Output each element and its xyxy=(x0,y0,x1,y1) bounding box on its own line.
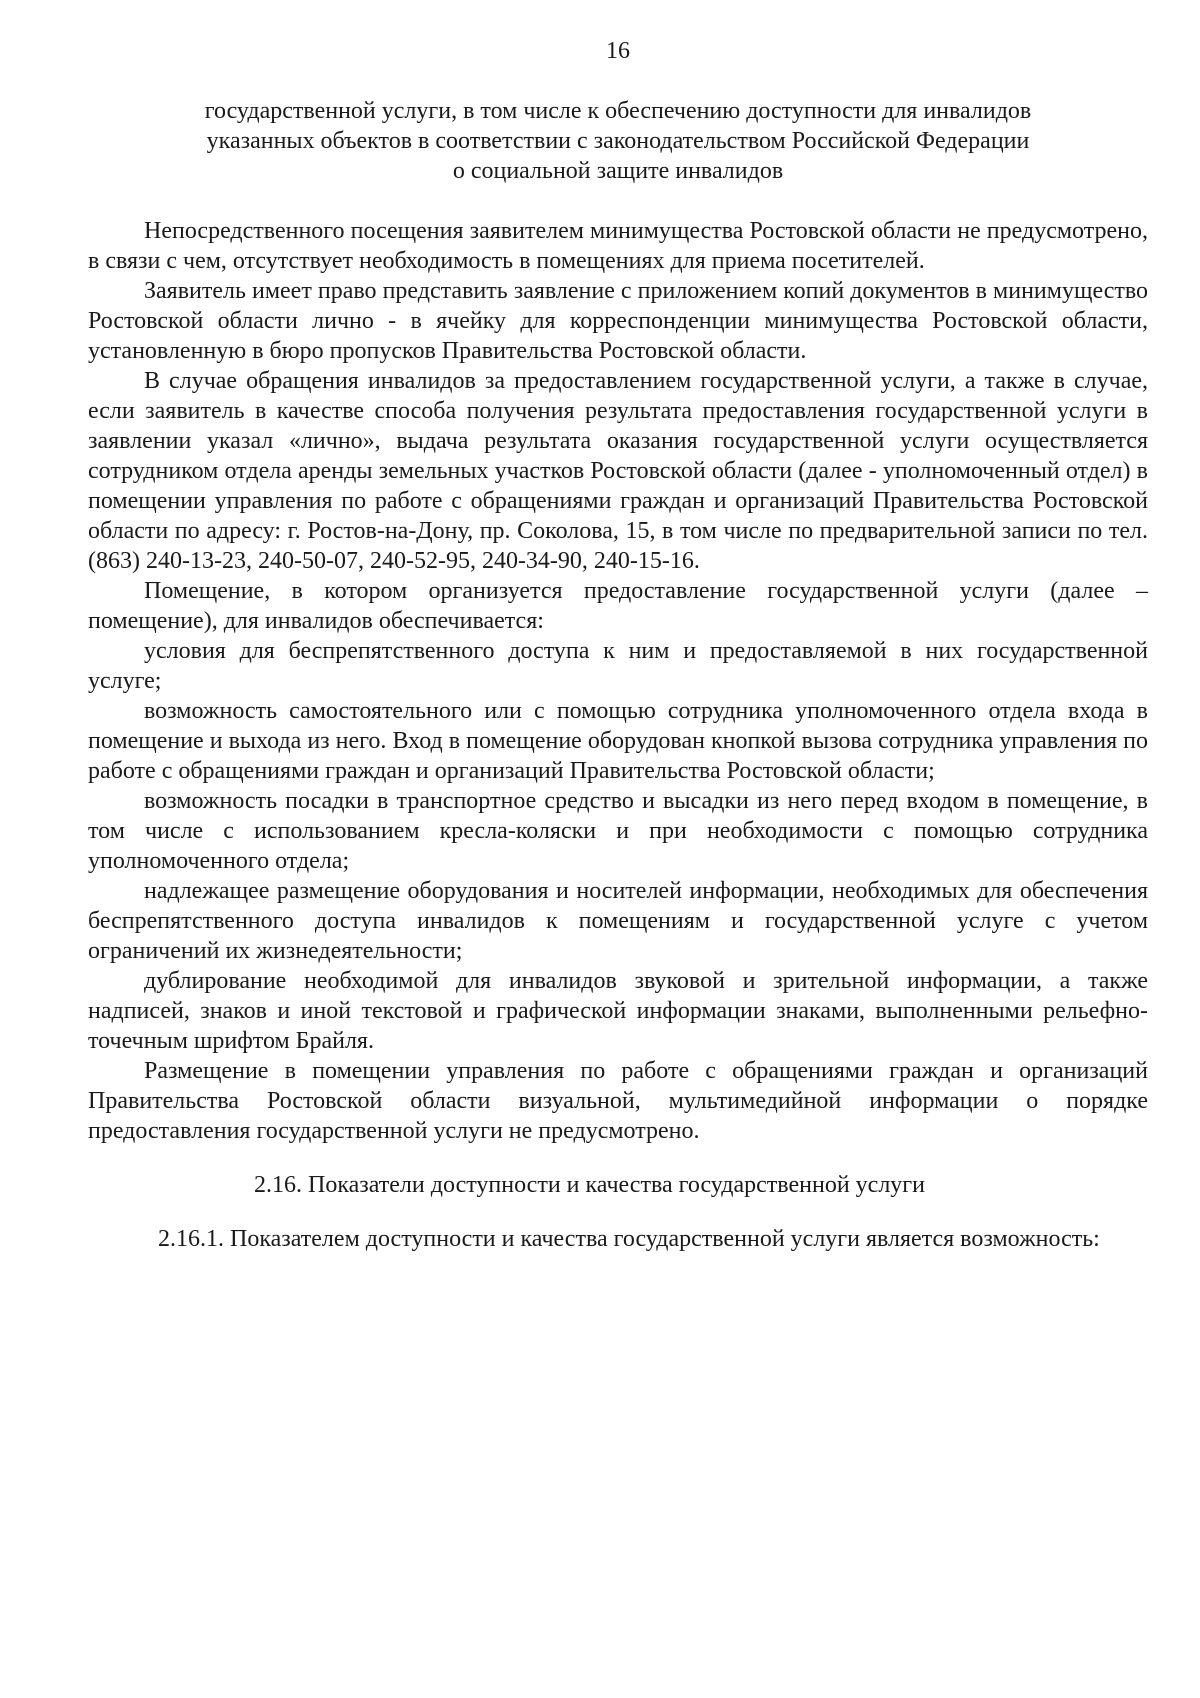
paragraph-submission: Заявитель имеет право представить заявление с приложением копий документов в минимущество Ростовской области лично - в ячейку для корреспонденции минимущества Ростовской области, установленную в бюро пропусков Правительства Ростовской области. xyxy=(88,278,1148,364)
section-heading-continuation xyxy=(88,96,1148,186)
page-number: 16 xyxy=(606,38,630,64)
heading-line: указанных объектов в соответствии с законодательством Российской Федерации xyxy=(206,128,1030,154)
paragraph-premises: Помещение, в котором организуется предоставление государственной услуги (далее – помещение), для инвалидов обеспечивается: xyxy=(88,578,1148,634)
heading-line: государственной услуги, в том числе к обеспечению доступности для инвалидов xyxy=(204,98,1032,124)
paragraph-entry-exit: возможность самостоятельного или с помощью сотрудника уполномоченного отдела входа в помещение и выхода из него. Вход в помещение оборудован кнопкой вызова сотрудника управления по работе с обращениями граждан и организаций Правительства Ростовской области; xyxy=(88,698,1148,784)
heading-line: о социальной защите инвалидов xyxy=(452,158,784,184)
paragraph-multimedia: Размещение в помещении управления по работе с обращениями граждан и организаций Правительства Ростовской области визуальной, мультимедийной информации о порядке предоставления государственной услуги не предусмотрено. xyxy=(88,1058,1148,1144)
paragraph-no-visit: Непосредственного посещения заявителем минимущества Ростовской области не предусмотрено, в связи с чем, отсутствует необходимость в помещениях для приема посетителей. xyxy=(88,218,1148,274)
paragraph-transport: возможность посадки в транспортное средство и высадки из него перед входом в помещение, в том числе с использованием кресла-коляски и при необходимости с помощью сотрудника уполномоченного отдела; xyxy=(88,788,1148,874)
paragraph-braille: дублирование необходимой для инвалидов звуковой и зрительной информации, а также надписей, знаков и иной текстовой и графической информации знаками, выполненными рельефно-точечным шрифтом Брайля. xyxy=(88,968,1148,1054)
paragraph-access-conditions: условия для беспрепятственного доступа к ним и предоставляемой в них государственной услуге; xyxy=(88,638,1148,694)
paragraph-equipment: надлежащее размещение оборудования и носителей информации, необходимых для обеспечения беспрепятственного доступа инвалидов к помещениям и государственной услуге с учетом ограничений их жизнедеятельности; xyxy=(88,878,1148,964)
section-title-2-16: 2.16. Показатели доступности и качества государственной услуги xyxy=(254,1172,925,1198)
clause-2-16-1: 2.16.1. Показателем доступности и качества государственной услуги является возможность: xyxy=(158,1226,1100,1252)
paragraph-disabled-issuance: В случае обращения инвалидов за предоставлением государственной услуги, а также в случае, если заявитель в качестве способа получения результата предоставления государственной услуги в заявлении указал «лично», выдача результата оказания государственной услуги осуществляется сотрудником отдела аренды земельных участков Ростовской области (далее - уполномоченный отдел) в помещении управления по работе с обращениями граждан и организаций Правительства Ростовской области по адресу: г. Ростов-на-Дону, пр. Соколова, 15, в том числе по предварительной записи по тел. (863) 240-13-23, 240-50-07, 240-52-95, 240-34-90, 240-15-16. xyxy=(88,368,1148,574)
